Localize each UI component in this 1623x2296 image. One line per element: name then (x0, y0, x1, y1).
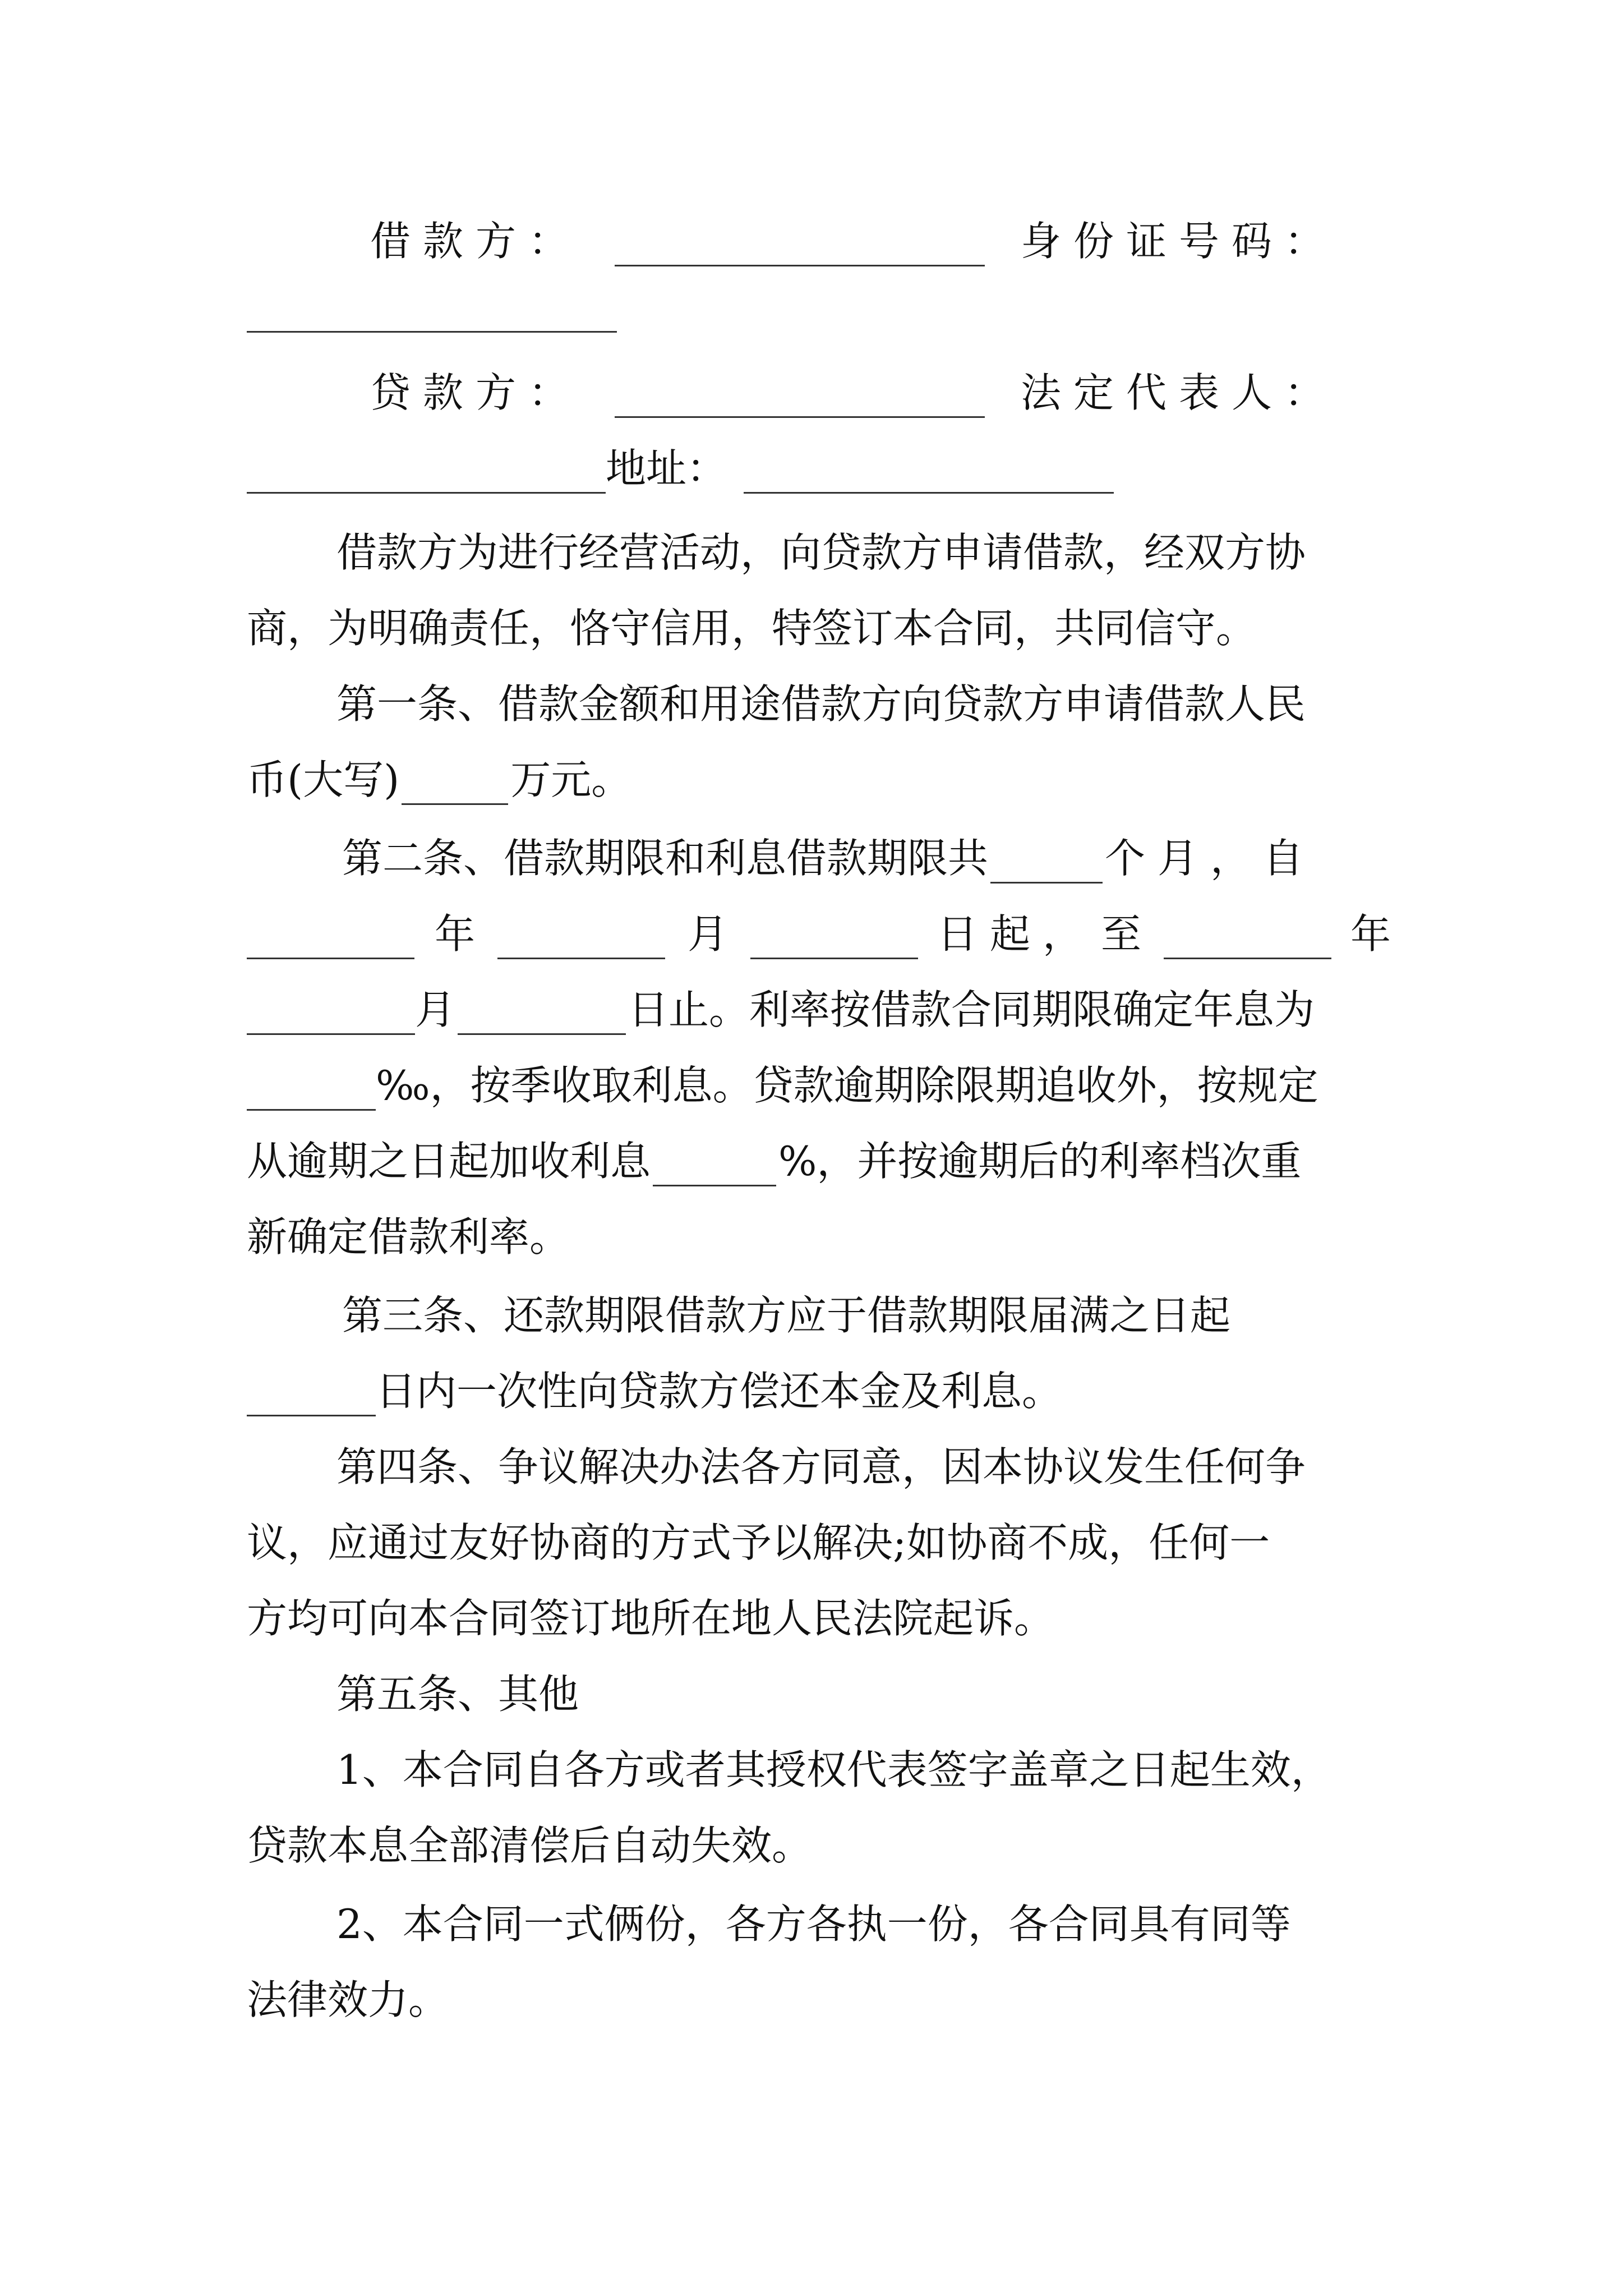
article-4-line-2 (247, 1517, 1391, 1568)
legal-rep-blank[interactable] (247, 453, 606, 494)
article-3-text-2: 日内一次性向贷款方偿还本金及利息。 (376, 1368, 1063, 1415)
start-day-blank[interactable] (750, 918, 918, 959)
end-month-blank[interactable] (247, 994, 415, 1035)
start-month-label: 月 (687, 910, 728, 958)
end-month-label: 月 (415, 986, 456, 1033)
article-3-line-2 (247, 1366, 1391, 1416)
end-day-blank[interactable] (458, 994, 626, 1035)
annual-rate-blank[interactable] (247, 1070, 376, 1111)
intro-line-1 (336, 527, 1391, 578)
id-number-blank[interactable] (247, 292, 617, 333)
article-5-item-2-line-2 (247, 1975, 1391, 2025)
article-2-line-1 (342, 833, 1396, 884)
borrower-label: 借款方： (370, 218, 582, 265)
article-5-item-2-text-2: 法律效力。 (247, 1976, 449, 2023)
start-day-label: 日起， (937, 910, 1095, 958)
legal-rep-address-line (247, 443, 1391, 494)
article-5-item-2-line-1 (336, 1899, 1391, 1949)
article-4-text-3: 方均可向本合同签订地所在地人民法院起诉。 (247, 1595, 1055, 1642)
article-2-text-1: 第二条、借款期限和利息借款期限共 (342, 835, 989, 882)
overdue-rate-text: %，并按逾期后的利率档次重 (778, 1138, 1302, 1185)
article-1-text-1: 第一条、借款金额和用途借款方向贷款方申请借款人民 (336, 680, 1306, 728)
legal-rep-label: 法定代表人： (1021, 369, 1338, 416)
start-year-blank[interactable] (247, 918, 414, 959)
overdue-rate-blank[interactable] (653, 1145, 776, 1186)
months-unit: 个月，自 (1105, 835, 1316, 882)
months-blank[interactable] (990, 843, 1103, 884)
article-4-line-3 (247, 1593, 1391, 1644)
lender-blank[interactable] (615, 377, 985, 418)
article-2-text-6: 新确定借款利率。 (247, 1213, 570, 1260)
annual-rate-text: ‰，按季收取利息。贷款逾期除限期追收外，按规定 (376, 1062, 1318, 1109)
article-2-line-4 (247, 1060, 1391, 1111)
lender-label: 贷款方： (370, 369, 582, 416)
article-5-title: 第五条、其他 (336, 1671, 579, 1718)
article-4-line-1 (336, 1442, 1391, 1492)
start-year-label: 年 (434, 910, 475, 958)
overdue-text: 从逾期之日起加收利息 (247, 1138, 651, 1185)
currency-label: 币(大写) (247, 756, 400, 803)
id-number-line (247, 292, 1391, 333)
article-5-title-line (336, 1669, 1391, 1719)
borrower-blank[interactable] (615, 226, 985, 266)
article-5-item-1-line-2 (247, 1820, 1391, 1871)
address-label: 地址： (606, 445, 727, 492)
article-3-line-1 (342, 1290, 1396, 1341)
article-2-line-5 (247, 1136, 1391, 1186)
article-2-line-2 (247, 909, 1391, 959)
amount-blank[interactable] (402, 764, 508, 805)
start-month-blank[interactable] (497, 918, 665, 959)
address-blank[interactable] (744, 453, 1114, 494)
end-day-rate-text: 日止。利率按借款合同期限确定年息为 (628, 986, 1315, 1033)
article-5-item-1-text-2: 贷款本息全部清偿后自动失效。 (247, 1822, 813, 1869)
article-1-line-2 (247, 754, 1391, 805)
borrower-line (370, 216, 1396, 266)
article-5-item-1-text-1: 1、本合同自各方或者其授权代表签字盖章之日起生效， (336, 1746, 1331, 1793)
id-number-label: 身份证号码： (1021, 218, 1338, 265)
article-2-line-6 (247, 1212, 1391, 1262)
intro-text-2: 商，为明确责任，恪守信用，特签订本合同，共同信守。 (247, 605, 1257, 652)
lender-line (370, 367, 1396, 418)
article-5-item-2-text-1: 2、本合同一式俩份，各方各执一份，各合同具有同等 (336, 1901, 1291, 1948)
article-4-text-2: 议，应通过友好协商的方式予以解决;如协商不成，任何一 (247, 1519, 1270, 1566)
article-2-line-3 (247, 984, 1391, 1035)
amount-unit: 万元。 (510, 756, 632, 803)
article-1-line-1 (336, 679, 1391, 729)
intro-text-1: 借款方为进行经营活动，向贷款方申请借款，经双方协 (336, 529, 1306, 576)
repay-days-blank[interactable] (247, 1375, 376, 1416)
to-label: 至 (1101, 910, 1142, 958)
intro-line-2 (247, 603, 1391, 654)
article-4-text-1: 第四条、争议解决办法各方同意，因本协议发生任何争 (336, 1443, 1306, 1490)
article-3-text-1: 第三条、还款期限借款方应于借款期限届满之日起 (342, 1292, 1231, 1339)
article-5-item-1-line-1 (336, 1745, 1391, 1795)
end-year-blank[interactable] (1164, 918, 1331, 959)
end-year-label: 年 (1350, 910, 1391, 958)
